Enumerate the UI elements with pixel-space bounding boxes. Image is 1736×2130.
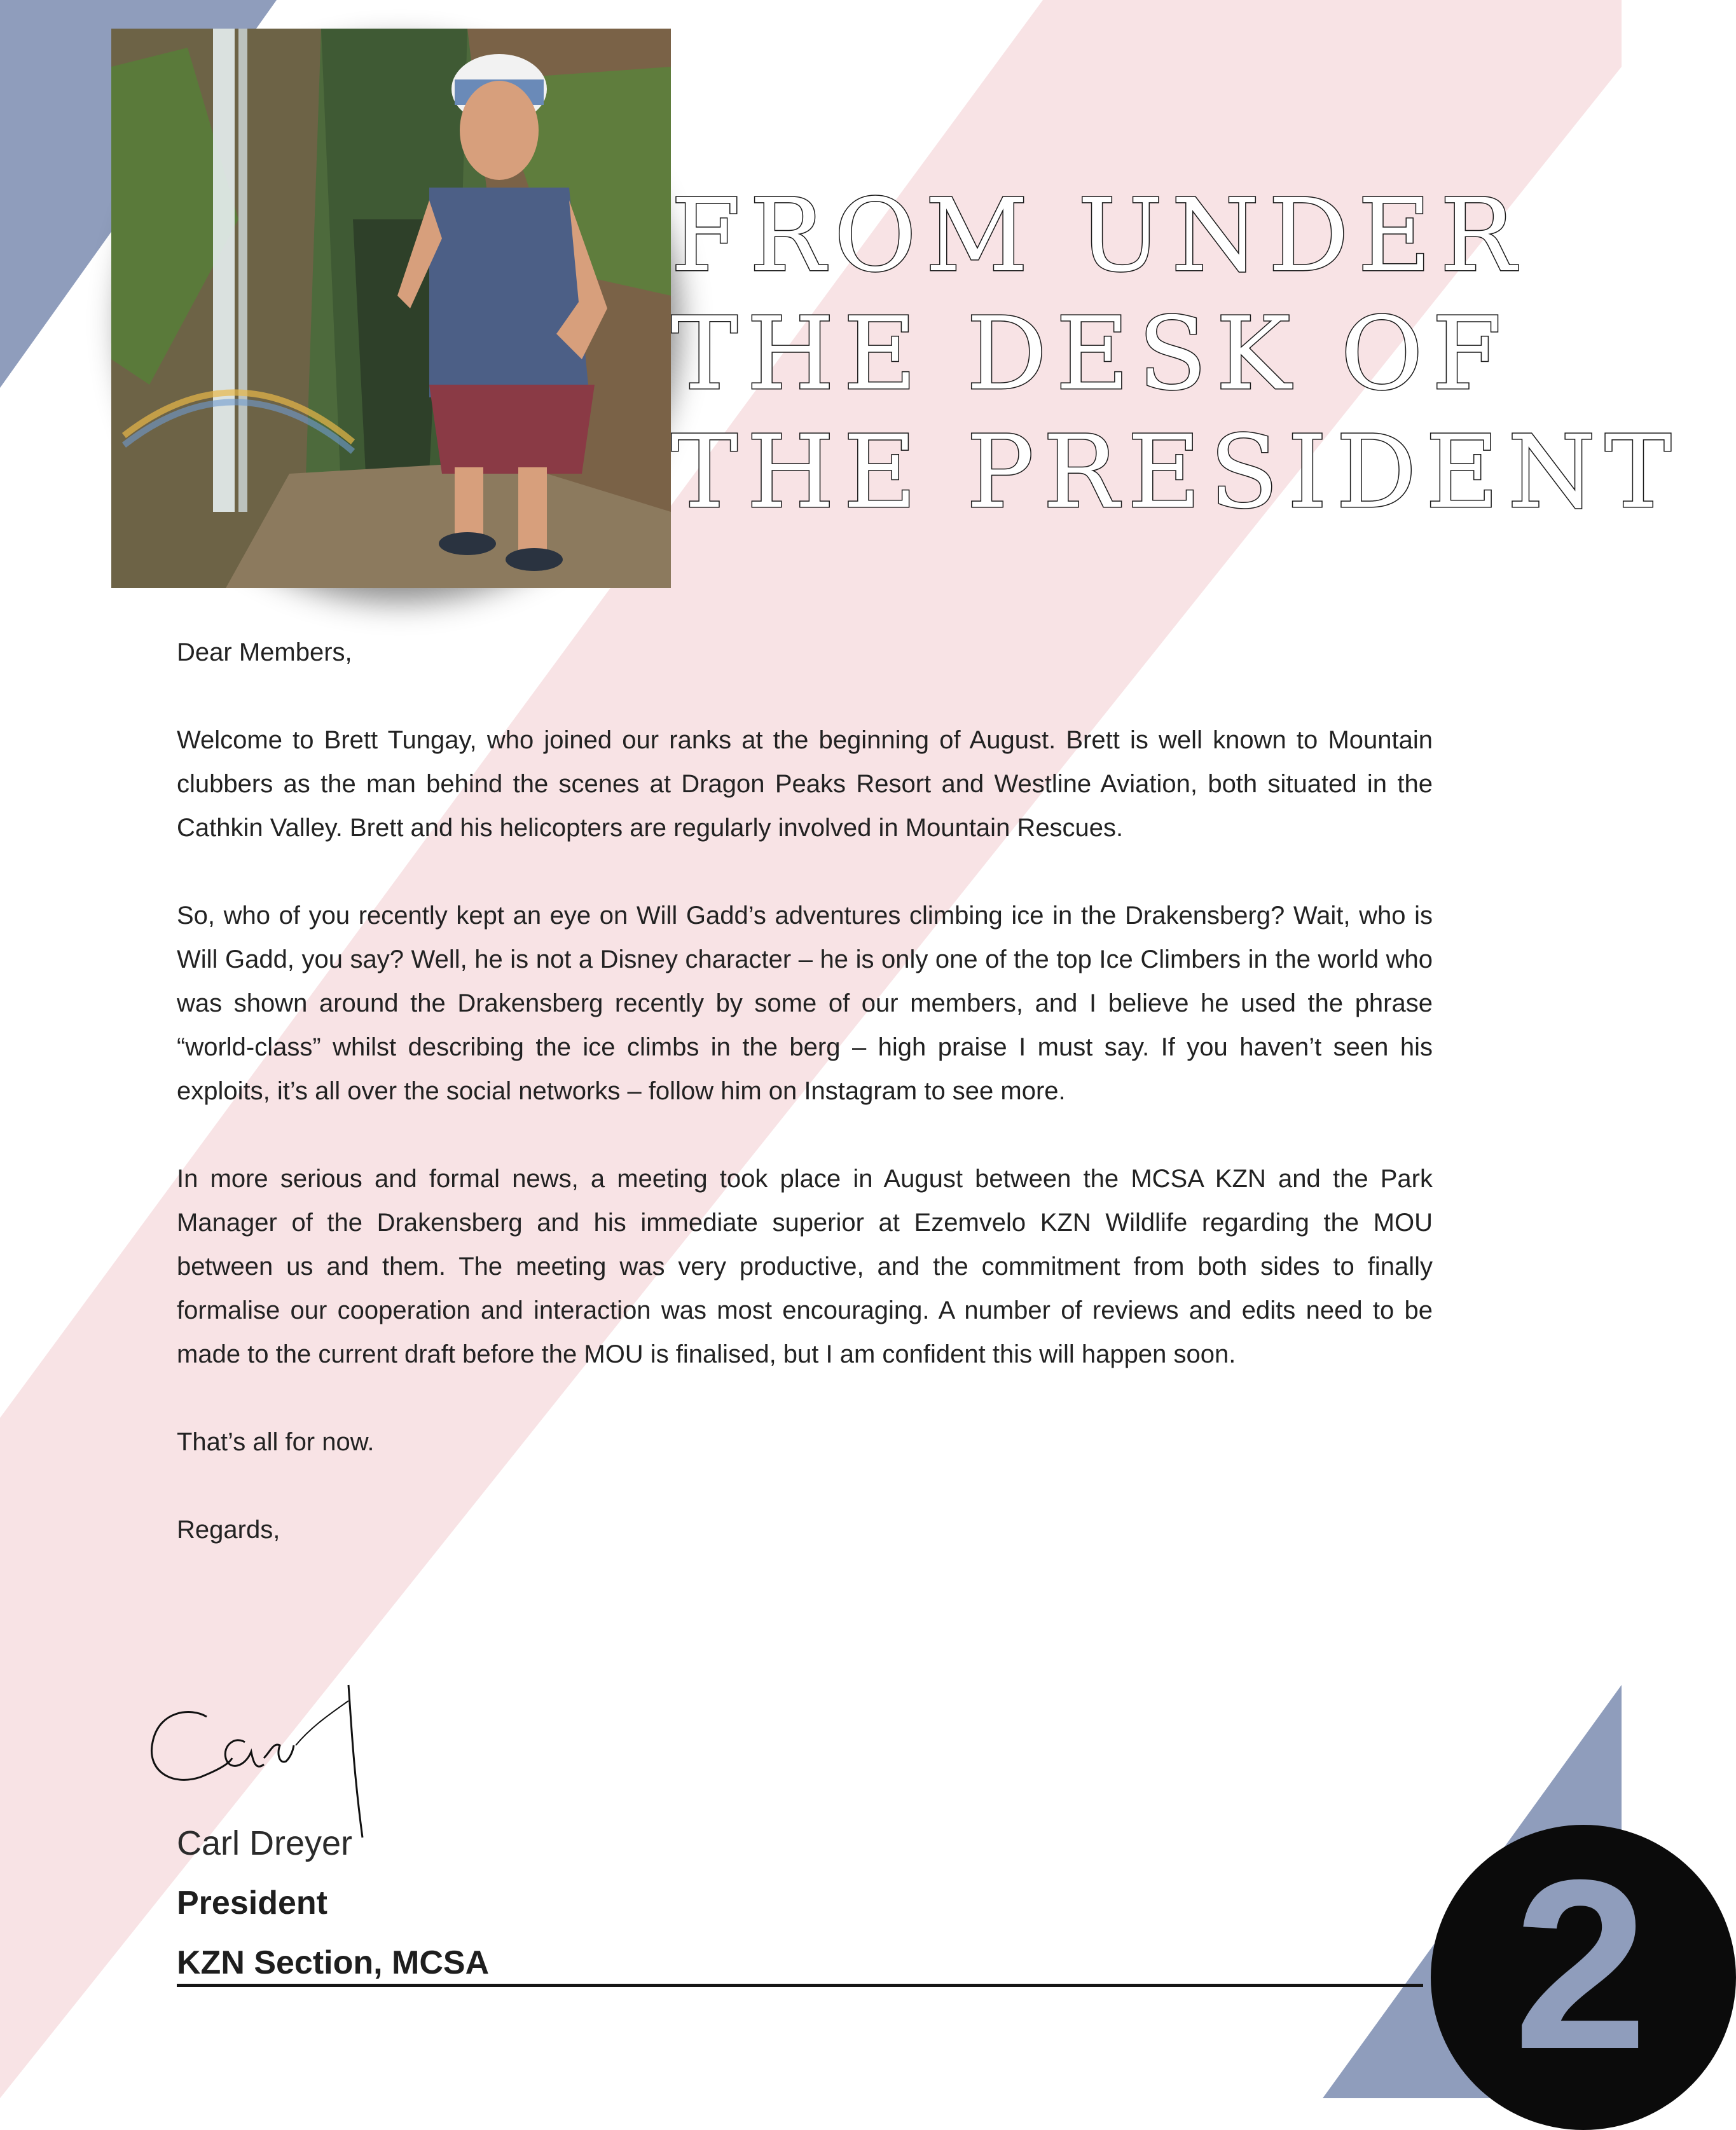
signatory-section: KZN Section, MCSA bbox=[177, 1944, 490, 1981]
title-line-3: THE PRESIDENT bbox=[671, 414, 1681, 531]
letter-greeting: Dear Members, bbox=[177, 638, 352, 666]
letter-paragraph: Welcome to Brett Tungay, who joined our ranks at the beginning of August. Brett is well known to Mountain clubbers as the man behind the scenes at Dragon Peaks Resort and Westline Aviation, both situated in the Cathkin Valley. Brett and his helicopters are regularly involved in Mountain Rescues. bbox=[177, 726, 1433, 842]
letter-paragraph: In more serious and formal news, a meeting took place in August between the MCSA KZN and the Park Manager of the Drakensberg and his immediate superior at Ezemvelo KZN Wildlife regarding the MOU between us and them. The meeting was very productive, and the commitment from both sides to finally formalise our cooperation and interaction was most encouraging. A number of reviews and edits need to be made to the current draft before the MOU is finalised, but I am confident this will happen soon. bbox=[177, 1165, 1433, 1368]
page-title bbox=[671, 177, 1681, 532]
president-photo bbox=[111, 29, 671, 588]
letter-signoff: Regards, bbox=[177, 1516, 280, 1544]
handwritten-signature bbox=[146, 1682, 375, 1841]
title-line-2: THE DESK OF bbox=[671, 296, 1511, 413]
president-portrait-photo bbox=[111, 29, 671, 588]
signatory-role: President bbox=[177, 1885, 327, 1921]
signatory-name: Carl Dreyer bbox=[177, 1824, 353, 1862]
page-number: 2 bbox=[1513, 1829, 1648, 2099]
letter-closing: That’s all for now. bbox=[177, 1428, 375, 1456]
letter-body bbox=[177, 631, 1433, 1596]
divider-line bbox=[177, 1984, 1423, 1987]
letter-paragraph: So, who of you recently kept an eye on Will Gadd’s adventures climbing ice in the Drakensberg? Wait, who is Will Gadd, you say? Well, he is not a Disney character – he is only one of the top Ice Climbers in the world who was shown around the Drakensberg recently by some of our members, and I believe he used the phrase “world-class” whilst describing the ice climbs in the berg – high praise I must say. If you haven’t seen his exploits, it’s all over the social networks – follow him on Instagram to see more. bbox=[177, 902, 1433, 1105]
title-line-1: FROM UNDER bbox=[671, 177, 1525, 294]
